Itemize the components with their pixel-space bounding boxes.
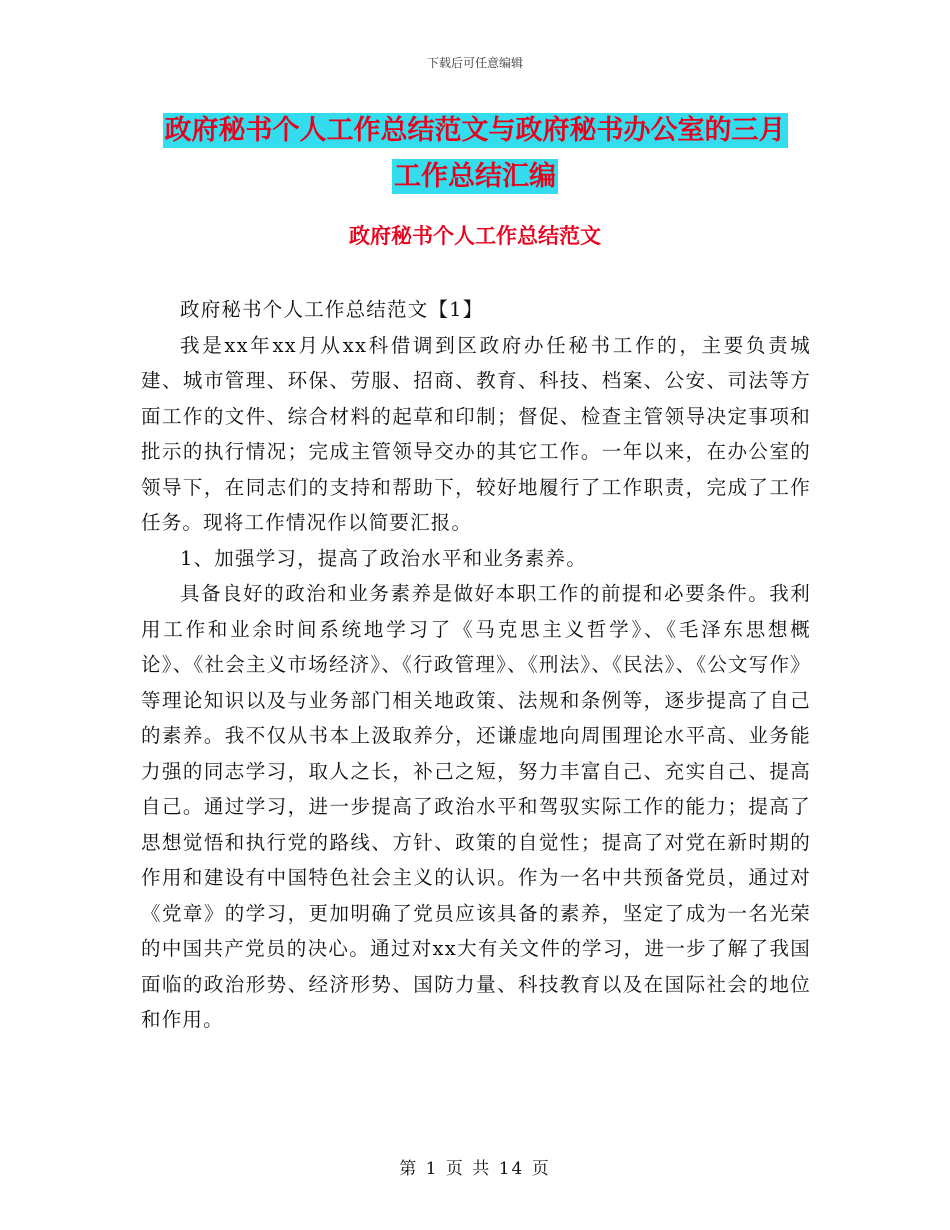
paragraph-intro: 我是xx年xx月从xx科借调到区政府办任秘书工作的，主要负责城建、城市管理、环保、劳服、招商、教育、科技、档案、公安、司法等方面工作的文件、综合材料的起草和印制；督促、检查主管领导决定事项和批示的执行情况；完成主管领导交办的其它工作。一年以来，在办公室的领导下，在同志们的支持和帮助下，较好地履行了工作职责，完成了工作任务。现将工作情况作以简要汇报。	[141, 333, 811, 534]
section-title: 政府秘书个人工作总结范文	[349, 224, 601, 248]
document-title-line-2: 工作总结汇编	[394, 161, 556, 192]
document-body	[141, 292, 811, 1038]
page-header-note: 下载后可任意编辑	[426, 56, 523, 70]
paragraph-heading-1: 1、加强学习，提高了政治水平和业务素养。	[180, 546, 587, 570]
document-title	[0, 108, 950, 200]
document-title-line-1: 政府秘书个人工作总结范文与政府秘书办公室的三月	[164, 115, 786, 146]
page-footer-number: 第 1 页 共 14 页	[399, 1159, 551, 1179]
paragraph-study: 具备良好的政治和业务素养是做好本职工作的前提和必要条件。我利用工作和业余时间系统地学习了《马克思主义哲学》、《毛泽东思想概论》、《社会主义市场经济》、《行政管理》、《刑法》、《民法》、《公文写作》等理论知识以及与业务部门相关地政策、法规和条例等，逐步提高了自己的素养。我不仅从书本上汲取养分，还谦虚地向周围理论水平高、业务能力强的同志学习，取人之长，补己之短，努力丰富自己、充实自己、提高自己。通过学习，进一步提高了政治水平和驾驭实际工作的能力；提高了思想觉悟和执行党的路线、方针、政策的自觉性；提高了对党在新时期的作用和建设有中国特色社会主义的认识。作为一名中共预备党员，通过对《党章》的学习，更加明确了党员应该具备的素养，坚定了成为一名光荣的中国共产党员的决心。通过对xx大有关文件的学习，进一步了解了我国面临的政治形势、经济形势、国防力量、科技教育以及在国际社会的地位和作用。	[141, 582, 811, 1031]
paragraph-subtitle: 政府秘书个人工作总结范文【1】	[180, 298, 484, 321]
